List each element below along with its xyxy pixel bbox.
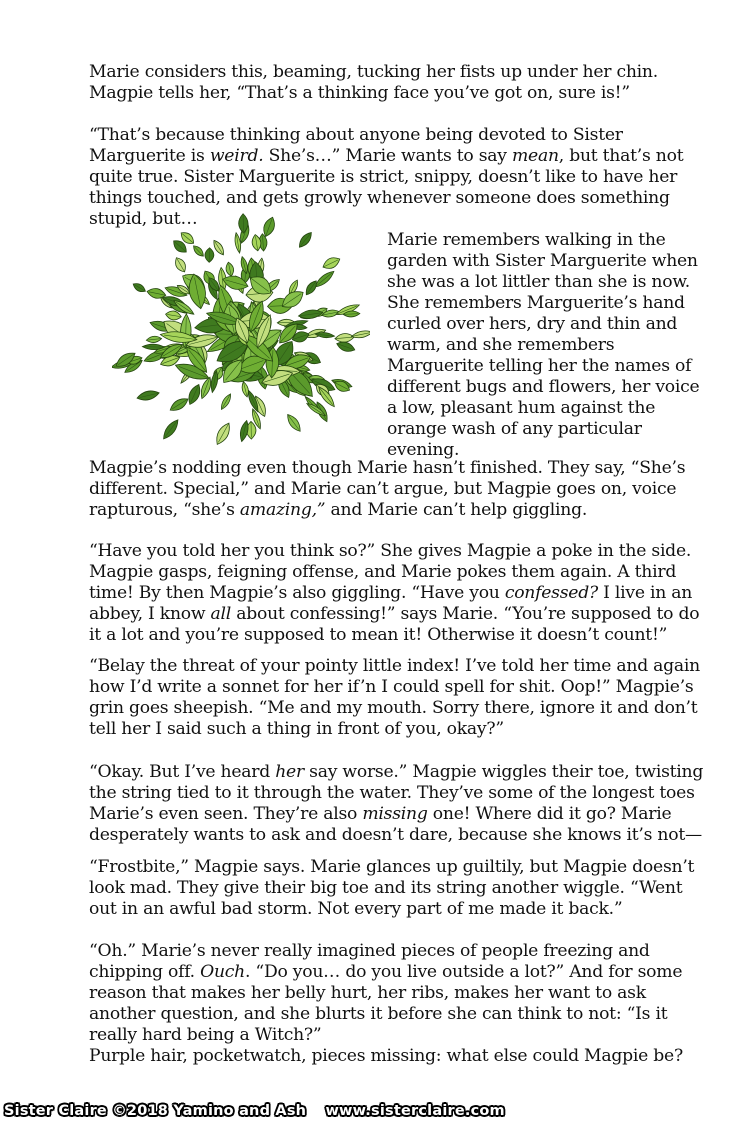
paragraph-1: Marie considers this, beaming, tucking her fists up under her chin. Magpie tells her, “That’s a thinking face you’ve got on, sure is!”: [89, 62, 658, 103]
footer-credit: [4, 1103, 505, 1123]
emphasis-text: all: [210, 604, 232, 624]
emphasis-text: mean: [511, 146, 559, 166]
paragraph-6: “Belay the threat of your pointy little index! I’ve told her time and again how I’d write a sonnet for her if’n I could spell for shit. Oop!” Magpie’s grin goes sheepish. “Me and my mouth. Sorry there, ignore it and don’t tell her I said such a thing in front of you, okay?”: [89, 656, 700, 739]
paragraph-5: “Have you told her you think so?” She gives Magpie a poke in the side. Magpie gasps, feigning offense, and Marie pokes them again. A third time! By then Magpie’s also giggling. “Have you confessed? I live in an abbey, I know all about confessing!” says Marie. “You’re supposed to do it a lot and you’re supposed to mean it! Otherwise it doesn’t count!”: [89, 541, 700, 645]
paragraph-3: Marie remembers walking in the garden with Sister Marguerite when she was a lot littler than she is now. She remembers Marguerite’s hand curled over hers, dry and thin and warm, and she remembers Marguerite telling her the names of different bugs and flowers, her voice a low, pleasant hum against the orange wash of any particular evening.: [387, 230, 700, 460]
paragraph-2: “That’s because thinking about anyone being devoted to Sister Marguerite is weird. She’s…” Marie wants to say mean, but that’s not quite true. Sister Marguerite is strict, snippy, doesn’t like to have her things touched, and gets growly whenever someone does something stupid, but…: [89, 125, 684, 229]
emphasis-text: missing: [362, 804, 428, 824]
emphasis-text: her: [275, 762, 304, 782]
copyright-text: Sister Claire ©2018 Yamino and Ash: [4, 1103, 307, 1119]
paragraph-10: Purple hair, pocketwatch, pieces missing: what else could Magpie be?: [89, 1046, 683, 1066]
site-url[interactable]: www.sisterclaire.com: [325, 1103, 505, 1119]
paragraph-7: “Okay. But I’ve heard her say worse.” Magpie wiggles their toe, twisting the string tied to it through the water. They’ve some of the longest toes Marie’s even seen. They’re also missing one! Where did it go? Marie desperately wants to ask and doesn’t dare, because she knows it’s not—: [89, 762, 704, 845]
paragraph-8: “Frostbite,” Magpie says. Marie glances up guiltily, but Magpie doesn’t look mad. They give their big toe and its string another wiggle. “Went out in an awful bad storm. Not every part of me made it back.”: [89, 857, 695, 919]
herb-bush-icon: [112, 208, 370, 460]
emphasis-text: weird.: [209, 146, 264, 166]
emphasis-text: amazing,”: [239, 500, 326, 520]
emphasis-text: Ouch: [200, 962, 245, 982]
paragraph-9: “Oh.” Marie’s never really imagined pieces of people freezing and chipping off. Ouch. “Do you… do you live outside a lot?” And for some reason that makes her belly hurt, her ribs, makes her want to ask another question, and she blurts it before she can think to not: “Is it really hard being a Witch?”: [89, 941, 683, 1045]
emphasis-text: confessed?: [504, 583, 598, 603]
paragraph-4: Magpie’s nodding even though Marie hasn’t finished. They say, “She’s different. Special,” and Marie can’t argue, but Magpie goes on, voice rapturous, “she’s amazing,” and Marie can’t help giggling.: [89, 458, 686, 520]
